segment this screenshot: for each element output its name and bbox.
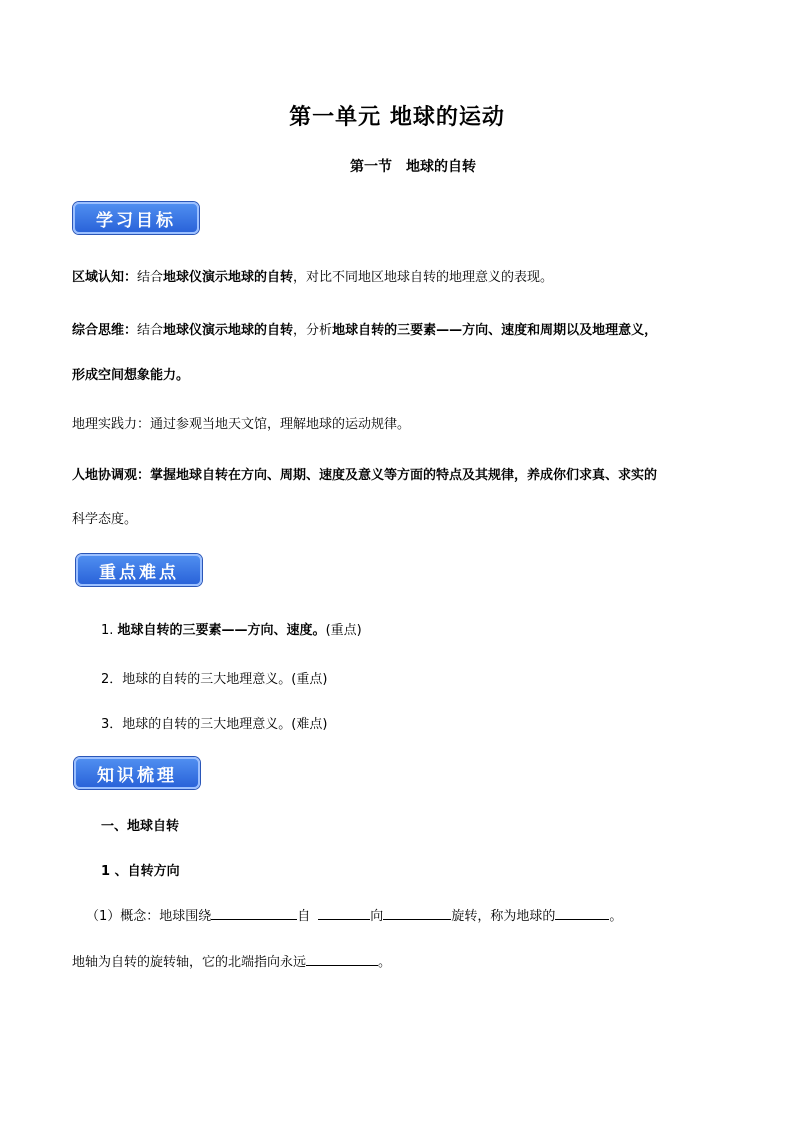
question-text: 自 (297, 909, 311, 924)
goal-label: 区域认知： (72, 270, 138, 285)
goal-label: 综合思维： (72, 323, 138, 338)
answer-blank[interactable] (383, 907, 451, 920)
goal-bold: 地球仪演示地球的自转 (163, 270, 294, 285)
answer-blank[interactable] (211, 907, 297, 920)
goals-badge: 学习目标 (73, 202, 199, 234)
key-bold: 地球自转的三要素——方向、速度。 (117, 623, 326, 638)
knowledge-heading-1: 一、地球自转 (101, 819, 180, 834)
section-subtitle: 第一节 地球的自转 (350, 159, 476, 175)
goal-comprehensive-thinking (72, 319, 657, 338)
goal-text: 结合 (137, 323, 164, 338)
goal-bold: 掌握地球自转在方向、周期、速度及意义等方面的特点及其规律，养成你们求真、求实的 (150, 468, 658, 483)
knowledge-heading-2: 1 、自转方向 (101, 864, 180, 879)
goal-text: 结合 (137, 270, 164, 285)
goal-label: 人地协调观： (72, 468, 151, 483)
goal-comprehensive-thinking-cont: 形成空间想象能力。 (72, 368, 190, 383)
goal-human-earth (72, 464, 657, 483)
goal-text: ，分析 (293, 323, 333, 338)
question-text: 旋转，称为地球的 (451, 909, 556, 924)
keys-badge: 重点难点 (76, 554, 202, 586)
key-point-3: 3．地球的自转的三大地理意义。(难点) (101, 717, 328, 732)
goal-bold: 地球自转的三要素——方向、速度和周期以及地理意义， (332, 323, 658, 338)
key-point-2: 2．地球的自转的三大地理意义。(重点) (101, 672, 328, 687)
question-text: （1）概念：地球围绕 (86, 909, 212, 924)
fill-question-1 (86, 905, 622, 924)
goal-practice (72, 413, 410, 432)
question-text: 。 (609, 909, 623, 924)
key-tag: (重点) (325, 623, 362, 638)
fill-question-2 (72, 951, 391, 970)
question-text: 向 (370, 909, 384, 924)
goal-text: ，对比不同地区地球自转的地理意义的表现。 (293, 270, 554, 285)
goal-label: 地理实践力： (72, 417, 151, 432)
key-point-1 (101, 619, 362, 638)
question-text: 地轴为自转的旋转轴，它的北端指向永远 (72, 955, 307, 970)
answer-blank[interactable] (306, 953, 378, 966)
key-number: 1. (101, 623, 118, 638)
answer-blank[interactable] (555, 907, 609, 920)
goal-bold: 地球仪演示地球的自转 (163, 323, 294, 338)
goal-text: 通过参观当地天文馆，理解地球的运动规律。 (150, 417, 411, 432)
goal-human-earth-cont: 科学态度。 (72, 512, 138, 527)
question-text: 。 (378, 955, 392, 970)
answer-blank[interactable] (318, 907, 370, 920)
goal-regional-cognition (72, 266, 553, 285)
knowledge-badge: 知识梳理 (74, 757, 200, 789)
page-title: 第一单元 地球的运动 (289, 105, 505, 130)
